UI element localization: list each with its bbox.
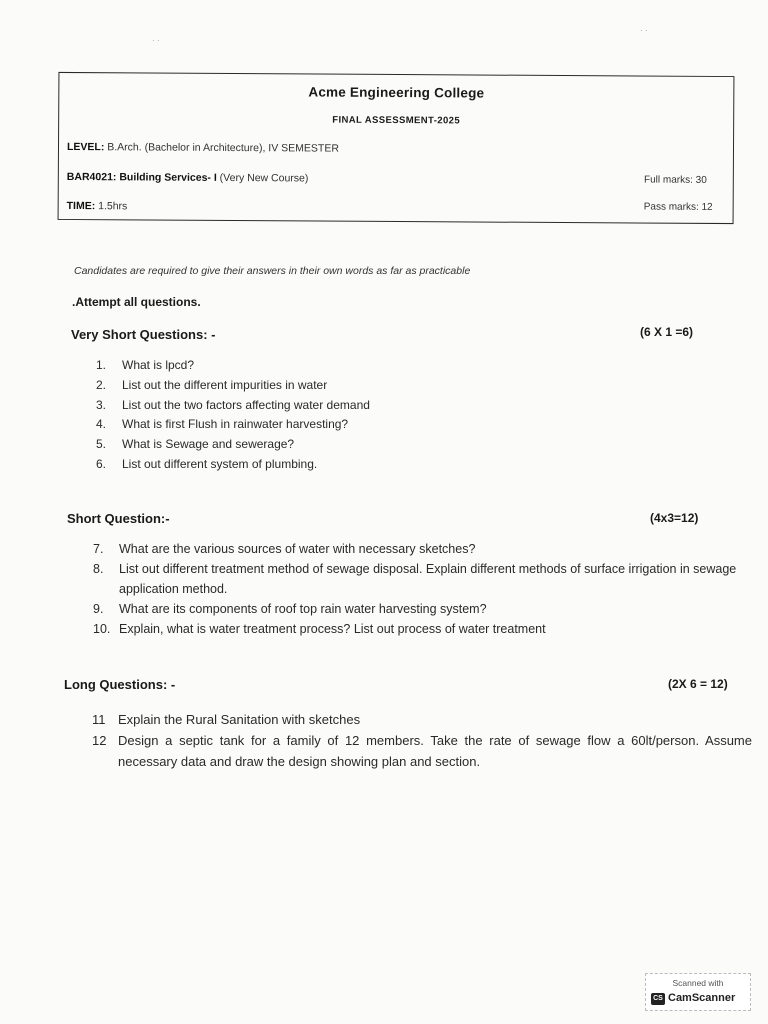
question-text: Design a septic tank for a family of 12 members. Take the rate of sewage flow a 60lt/person. Assume necessary data and draw the design showing plan and section.: [118, 733, 752, 769]
question-text: What are its components of roof top rain water harvesting system?: [119, 602, 487, 616]
full-marks: Full marks: 30: [643, 174, 707, 186]
time-value: 1.5hrs: [95, 200, 128, 213]
very-short-question-list: [96, 356, 656, 475]
attempt-all-note: .Attempt all questions.: [72, 295, 201, 309]
question-item: [92, 709, 752, 730]
very-short-heading: Very Short Questions: -: [71, 327, 216, 342]
question-item: [93, 559, 738, 599]
question-text: List out the different impurities in water: [122, 377, 328, 392]
course-code: BAR4021: Building Services- I: [66, 170, 217, 184]
camscanner-brand: CamScanner: [668, 992, 736, 1004]
question-text: Explain the Rural Sanitation with sketches: [118, 712, 361, 727]
long-heading: Long Questions: -: [64, 677, 176, 692]
question-number: 7.: [93, 542, 104, 556]
question-number: 2.: [96, 377, 107, 392]
question-number: 4.: [96, 417, 107, 432]
question-number: 8.: [93, 562, 104, 576]
time-line: [67, 200, 128, 212]
question-item: [96, 356, 656, 376]
college-name: Acme Engineering College: [308, 84, 485, 101]
pass-marks: Pass marks: 12: [643, 201, 713, 213]
level-label: LEVEL:: [66, 140, 105, 154]
question-text: List out different treatment method of sewage disposal. Explain different methods of surface irrigation in sewage application method.: [119, 562, 737, 596]
question-item: [93, 599, 738, 619]
very-short-marks: (6 X 1 =6): [640, 325, 694, 339]
course-line: [67, 171, 309, 184]
camscanner-logo-icon: CS: [651, 993, 665, 1005]
question-item: [96, 435, 656, 455]
time-label: TIME:: [66, 199, 96, 213]
scan-speck: · ·: [640, 26, 648, 35]
instructions: Candidates are required to give their answers in their own words as far as practicable: [74, 265, 471, 277]
question-text: What are the various sources of water with necessary sketches?: [119, 542, 476, 556]
question-text: List out the two factors affecting water demand: [122, 397, 370, 412]
question-number: 12: [92, 733, 107, 748]
short-heading: Short Question:-: [67, 511, 170, 526]
question-item: [92, 730, 752, 772]
question-number: 9.: [93, 602, 104, 616]
short-marks: (4x3=12): [650, 511, 699, 525]
question-number: 6.: [96, 456, 107, 471]
question-text: List out different system of plumbing.: [122, 456, 318, 471]
long-question-list: [92, 709, 752, 772]
course-note: (Very New Course): [216, 171, 309, 185]
scanned-with-text: Scanned with: [672, 978, 724, 988]
question-item: [96, 376, 656, 396]
question-number: 3.: [96, 397, 107, 412]
question-text: What is lpcd?: [122, 358, 195, 372]
exam-header-box: [58, 72, 735, 224]
question-number: 5.: [96, 437, 107, 452]
short-question-list: [93, 539, 738, 639]
question-text: What is Sewage and sewerage?: [122, 437, 295, 452]
question-item: [96, 415, 656, 435]
question-item: [96, 455, 656, 475]
question-number: 1.: [96, 358, 107, 372]
question-text: What is first Flush in rainwater harvesting?: [122, 417, 349, 432]
exam-title: FINAL ASSESSMENT-2025: [332, 114, 461, 127]
question-text: Explain, what is water treatment process? List out process of water treatment: [119, 622, 546, 636]
question-number: 11: [92, 712, 106, 727]
long-marks: (2X 6 = 12): [668, 677, 728, 691]
question-number: 10.: [93, 622, 111, 636]
question-item: [93, 619, 738, 639]
scan-speck: · ·: [152, 36, 160, 45]
question-item: [96, 396, 656, 416]
question-item: [93, 539, 738, 559]
camscanner-watermark: [645, 973, 751, 1011]
level-line: [67, 141, 339, 155]
level-value: B.Arch. (Bachelor in Architecture), IV SEMESTER: [104, 141, 339, 155]
